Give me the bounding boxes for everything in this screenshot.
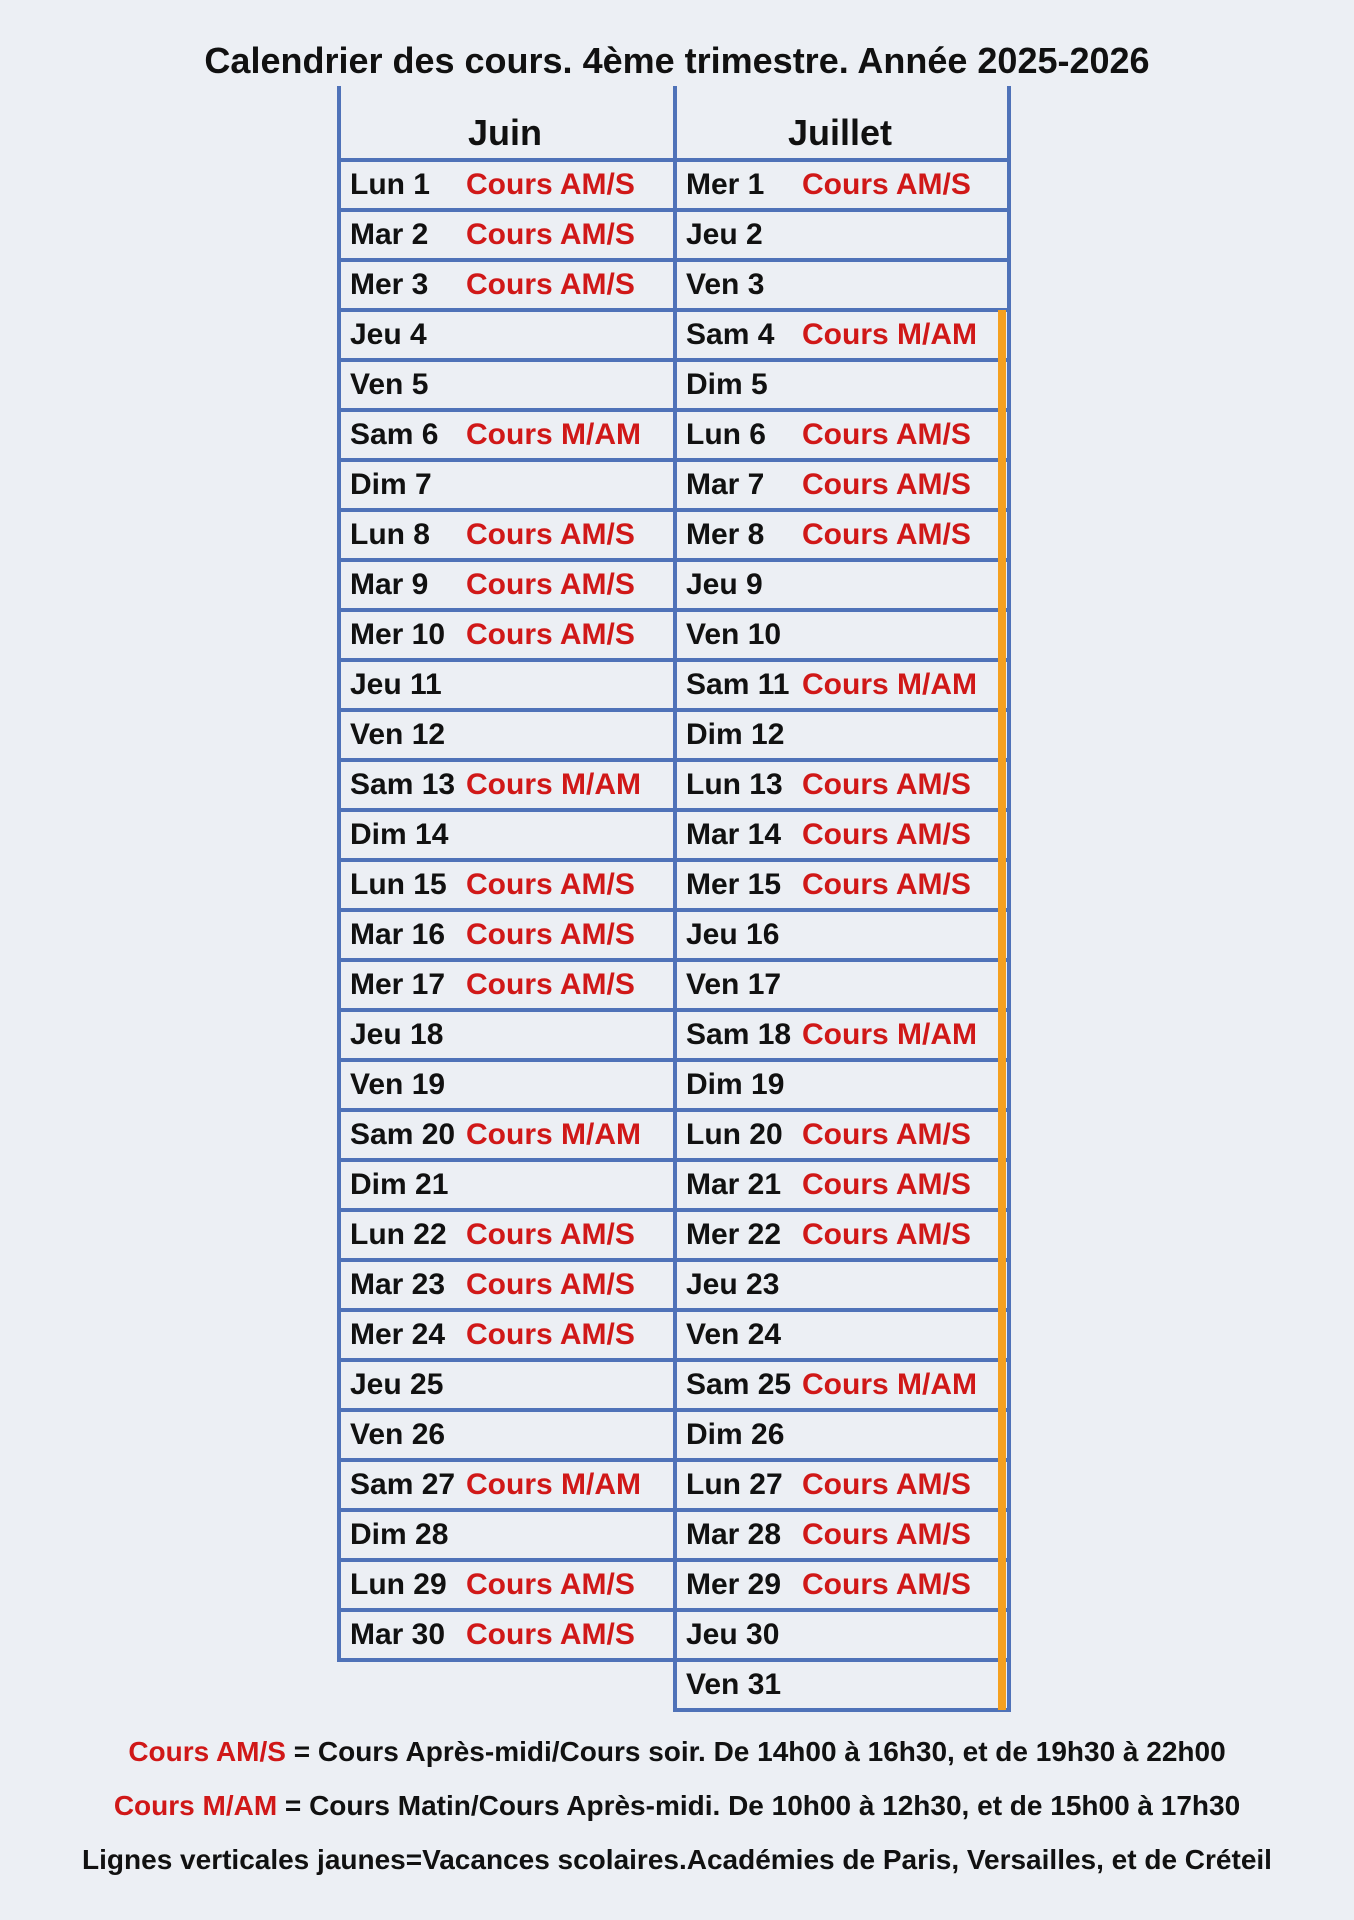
- course-label: Cours AM/S: [466, 268, 635, 301]
- course-label: Cours M/AM: [466, 768, 641, 801]
- day-label: Ven 19: [350, 1068, 446, 1101]
- day-label: Ven 10: [686, 618, 782, 651]
- day-row: [673, 1060, 1007, 1110]
- day-label: Jeu 11: [350, 668, 442, 701]
- day-row: [337, 410, 673, 460]
- day-label: Lun 8: [350, 518, 430, 551]
- course-label: Cours AM/S: [466, 968, 635, 1001]
- course-label: Cours M/AM: [802, 668, 977, 701]
- day-row: [337, 1160, 673, 1210]
- day-label: Mer 22: [686, 1218, 782, 1251]
- day-label: Ven 3: [686, 268, 765, 301]
- day-label: Sam 27: [350, 1468, 456, 1501]
- day-label: Dim 5: [686, 368, 768, 401]
- month-header-juin: Juin: [467, 112, 542, 153]
- day-label: Jeu 2: [686, 218, 763, 251]
- day-row: [337, 360, 673, 410]
- day-row: [337, 1010, 673, 1060]
- day-label: Jeu 30: [686, 1618, 780, 1651]
- course-label: Cours AM/S: [802, 1168, 971, 1201]
- day-row: [673, 1660, 1007, 1710]
- day-row: [337, 1360, 673, 1410]
- day-label: Mer 1: [686, 168, 765, 201]
- day-row: [673, 760, 1007, 810]
- day-row: [673, 560, 1007, 610]
- legend-key-ams: Cours AM/S: [128, 1736, 286, 1767]
- course-label: Cours AM/S: [802, 1518, 971, 1551]
- course-label: Cours AM/S: [466, 518, 635, 551]
- course-label: Cours AM/S: [466, 168, 635, 201]
- day-label: Mar 2: [350, 218, 429, 251]
- day-label: Lun 15: [350, 868, 447, 901]
- day-label: Dim 19: [686, 1068, 785, 1101]
- day-row: [673, 510, 1007, 560]
- day-row: [337, 210, 673, 260]
- day-row: [673, 1410, 1007, 1460]
- day-label: Mar 16: [350, 918, 446, 951]
- day-label: Ven 26: [350, 1418, 446, 1451]
- day-row: [337, 860, 673, 910]
- day-label: Mer 29: [686, 1568, 782, 1601]
- day-row: [337, 660, 673, 710]
- day-label: Sam 13: [350, 768, 456, 801]
- course-label: Cours AM/S: [802, 1218, 971, 1251]
- grid-vline-left: [337, 86, 341, 1662]
- legend-line-ams: [0, 1736, 1354, 1768]
- day-label: Mar 28: [686, 1518, 782, 1551]
- day-row: [337, 260, 673, 310]
- day-label: Lun 20: [686, 1118, 783, 1151]
- course-label: Cours AM/S: [802, 1118, 971, 1151]
- grid-hline: [673, 1708, 1011, 1712]
- day-label: Dim 12: [686, 718, 785, 751]
- holiday-bar: [998, 310, 1006, 1710]
- grid-vline-middle: [673, 86, 677, 1712]
- day-row: [337, 1260, 673, 1310]
- day-row: [673, 1260, 1007, 1310]
- course-label: Cours AM/S: [466, 218, 635, 251]
- course-label: Cours AM/S: [802, 468, 971, 501]
- day-label: Mer 15: [686, 868, 782, 901]
- day-row: [337, 760, 673, 810]
- day-row: [673, 210, 1007, 260]
- day-row: [337, 1060, 673, 1110]
- course-label: Cours AM/S: [466, 568, 635, 601]
- day-label: Ven 5: [350, 368, 429, 401]
- course-label: Cours AM/S: [802, 818, 971, 851]
- course-label: Cours AM/S: [466, 1218, 635, 1251]
- day-row: [337, 1460, 673, 1510]
- day-label: Lun 6: [686, 418, 766, 451]
- day-row: [337, 710, 673, 760]
- day-row: [337, 460, 673, 510]
- day-label: Sam 25: [686, 1368, 792, 1401]
- day-label: Dim 28: [350, 1518, 449, 1551]
- day-label: Ven 17: [686, 968, 782, 1001]
- course-label: Cours AM/S: [466, 1568, 635, 1601]
- day-label: Dim 7: [350, 468, 432, 501]
- day-row: [673, 1210, 1007, 1260]
- legend-line-holidays: Lignes verticales jaunes=Vacances scolaires.Académies de Paris, Versailles, et de Créteil: [82, 1844, 1272, 1875]
- day-label: Mar 7: [686, 468, 765, 501]
- page-title: Calendrier des cours. 4ème trimestre. Année 2025-2026: [204, 40, 1150, 81]
- day-label: Sam 11: [686, 668, 790, 701]
- day-label: Jeu 25: [350, 1368, 444, 1401]
- day-label: Sam 6: [350, 418, 439, 451]
- course-label: Cours M/AM: [802, 318, 977, 351]
- course-label: Cours AM/S: [802, 1468, 971, 1501]
- legend-key-mam: Cours M/AM: [113, 1790, 278, 1821]
- day-row: [673, 1010, 1007, 1060]
- course-label: Cours AM/S: [802, 768, 971, 801]
- day-row: [673, 1160, 1007, 1210]
- day-label: Mer 17: [350, 968, 446, 1001]
- course-label: Cours AM/S: [802, 1568, 971, 1601]
- day-row: [337, 810, 673, 860]
- month-header-juillet: Juillet: [787, 112, 893, 153]
- day-row: [337, 1110, 673, 1160]
- day-row: [673, 410, 1007, 460]
- day-row: [337, 910, 673, 960]
- day-row: [337, 1610, 673, 1660]
- day-label: Lun 27: [686, 1468, 783, 1501]
- day-row: [337, 160, 673, 210]
- day-row: [673, 460, 1007, 510]
- day-row: [673, 1360, 1007, 1410]
- legend-text-ams: = Cours Après-midi/Cours soir. De 14h00 à 16h30, et de 19h30 à 22h00: [285, 1736, 1226, 1767]
- course-label: Cours AM/S: [802, 518, 971, 551]
- day-row: [673, 310, 1007, 360]
- course-label: Cours M/AM: [466, 1468, 641, 1501]
- day-row: [673, 810, 1007, 860]
- course-label: Cours AM/S: [466, 1268, 635, 1301]
- day-row: [337, 1410, 673, 1460]
- day-label: Mar 14: [686, 818, 782, 851]
- day-row: [337, 560, 673, 610]
- day-label: Jeu 9: [686, 568, 763, 601]
- day-label: Ven 24: [686, 1318, 782, 1351]
- day-label: Ven 31: [686, 1668, 782, 1701]
- day-label: Mer 24: [350, 1318, 446, 1351]
- course-label: Cours AM/S: [802, 168, 971, 201]
- course-label: Cours M/AM: [466, 418, 641, 451]
- day-label: Dim 26: [686, 1418, 785, 1451]
- day-label: Lun 22: [350, 1218, 447, 1251]
- day-row: [673, 1110, 1007, 1160]
- day-row: [673, 610, 1007, 660]
- day-row: [337, 1210, 673, 1260]
- day-label: Ven 12: [350, 718, 446, 751]
- day-label: Sam 18: [686, 1018, 792, 1051]
- day-row: [673, 160, 1007, 210]
- course-label: Cours M/AM: [802, 1018, 977, 1051]
- day-row: [673, 1310, 1007, 1360]
- day-row: [673, 1460, 1007, 1510]
- day-row: [673, 860, 1007, 910]
- day-row: [673, 910, 1007, 960]
- day-label: Dim 21: [350, 1168, 449, 1201]
- day-label: Dim 14: [350, 818, 449, 851]
- course-label: Cours AM/S: [802, 418, 971, 451]
- day-label: Sam 4: [686, 318, 775, 351]
- course-label: Cours AM/S: [466, 1618, 635, 1651]
- course-label: Cours AM/S: [466, 1318, 635, 1351]
- day-row: [337, 960, 673, 1010]
- course-label: Cours AM/S: [466, 918, 635, 951]
- day-label: Jeu 18: [350, 1018, 444, 1051]
- day-row: [673, 660, 1007, 710]
- day-label: Mer 10: [350, 618, 446, 651]
- course-label: Cours AM/S: [802, 868, 971, 901]
- day-label: Lun 29: [350, 1568, 447, 1601]
- day-row: [673, 710, 1007, 760]
- day-label: Lun 1: [350, 168, 430, 201]
- legend-line-mam: [0, 1790, 1354, 1822]
- day-label: Mer 3: [350, 268, 429, 301]
- day-row: [337, 1310, 673, 1360]
- course-label: Cours M/AM: [802, 1368, 977, 1401]
- day-label: Mar 30: [350, 1618, 446, 1651]
- course-label: Cours M/AM: [466, 1118, 641, 1151]
- day-label: Jeu 23: [686, 1268, 780, 1301]
- day-row: [337, 1560, 673, 1610]
- day-label: Mar 9: [350, 568, 429, 601]
- day-label: Mar 21: [686, 1168, 782, 1201]
- day-label: Sam 20: [350, 1118, 456, 1151]
- course-label: Cours AM/S: [466, 868, 635, 901]
- day-row: [673, 260, 1007, 310]
- day-label: Jeu 4: [350, 318, 427, 351]
- day-row: [337, 1510, 673, 1560]
- legend-text-mam: = Cours Matin/Cours Après-midi. De 10h00 à 12h30, et de 15h00 à 17h30: [277, 1790, 1241, 1821]
- day-row: [673, 1610, 1007, 1660]
- day-label: Lun 13: [686, 768, 783, 801]
- day-row: [673, 1510, 1007, 1560]
- day-row: [337, 610, 673, 660]
- day-label: Jeu 16: [686, 918, 780, 951]
- day-row: [337, 310, 673, 360]
- course-label: Cours AM/S: [466, 618, 635, 651]
- day-label: Mer 8: [686, 518, 765, 551]
- day-label: Mar 23: [350, 1268, 446, 1301]
- grid-vline-right: [1007, 86, 1011, 1712]
- day-row: [673, 1560, 1007, 1610]
- day-row: [673, 360, 1007, 410]
- calendar-grid: [337, 106, 1011, 1724]
- day-row: [673, 960, 1007, 1010]
- day-row: [337, 510, 673, 560]
